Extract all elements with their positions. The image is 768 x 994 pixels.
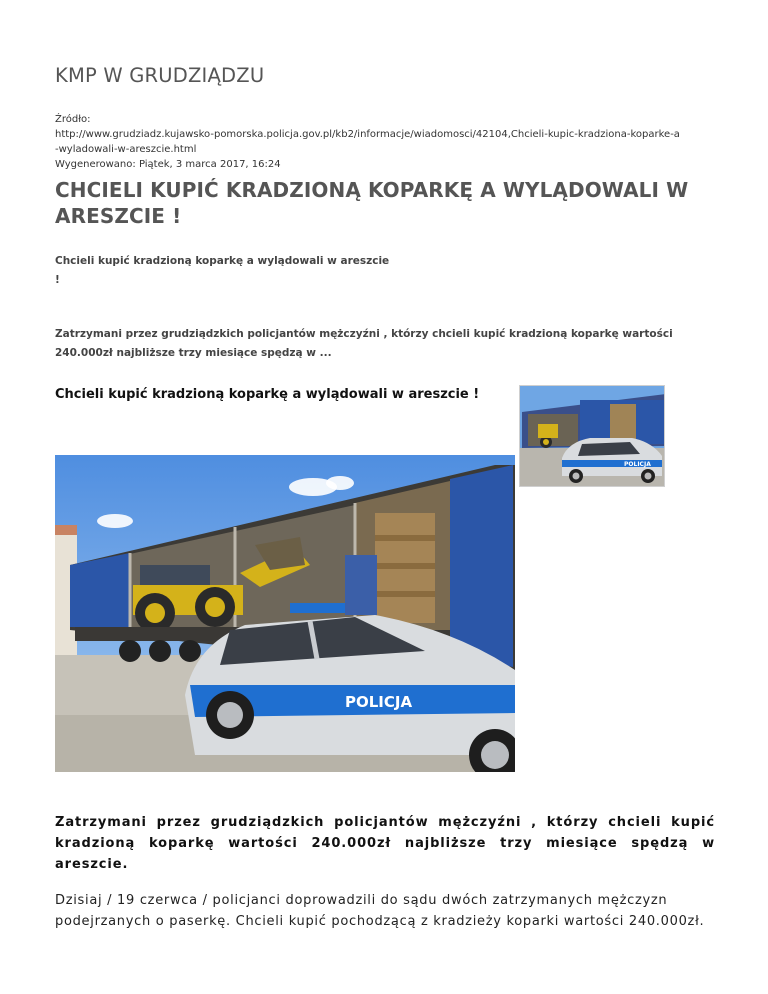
lead-title: Chcieli kupić kradzioną koparkę a wylądowali w areszcie ! <box>55 255 390 286</box>
source-label: Źródło: <box>55 114 91 125</box>
generated-date: Wygenerowano: Piątek, 3 marca 2017, 16:24 <box>55 159 281 170</box>
article-subheading: Chcieli kupić kradzioną koparkę a wylądowali w areszcie ! <box>55 387 480 402</box>
lead-summary: Zatrzymani przez grudziądzkich policjantów mężczyźni , którzy chcieli kupić kradzioną koparkę wartości 240.000zł najbliższe trzy miesiące spędzą w ... <box>55 328 673 359</box>
source-url-line2[interactable]: -wyladowali-w-areszcie.html <box>55 144 197 155</box>
main-photo[interactable] <box>55 455 515 772</box>
car-marking-text: POLICJA <box>345 693 413 711</box>
thumbnail-photo-icon <box>520 386 665 487</box>
article-headline: CHCIELI KUPIĆ KRADZIONĄ KOPARKĘ A WYLĄDOWALI W ARESZCIE ! <box>55 178 689 228</box>
site-title: KMP W GRUDZIĄDZU <box>55 64 265 87</box>
bold-paragraph: Zatrzymani przez grudziądzkich policjantów mężczyźni , którzy chcieli kupić kradzioną koparkę wartości 240.000zł najbliższe trzy miesiące spędzą w areszcie. <box>55 815 715 872</box>
source-url-line1[interactable]: http://www.grudziadz.kujawsko-pomorska.policja.gov.pl/kb2/informacje/wiadomosci/42104,Chcieli-kupic-kradziona-koparke-a <box>55 129 680 140</box>
car-marking-text: POLICJA <box>624 461 651 468</box>
source-meta <box>55 112 725 172</box>
main-photo-icon <box>55 455 515 772</box>
thumbnail-photo[interactable] <box>519 385 665 487</box>
body-paragraph: Dzisiaj / 19 czerwca / policjanci doprowadzili do sądu dwóch zatrzymanych mężczyzn podejrzanych o paserkę. Chcieli kupić pochodzącą z kradzieży koparki wartości 240.000zł. <box>55 893 705 929</box>
